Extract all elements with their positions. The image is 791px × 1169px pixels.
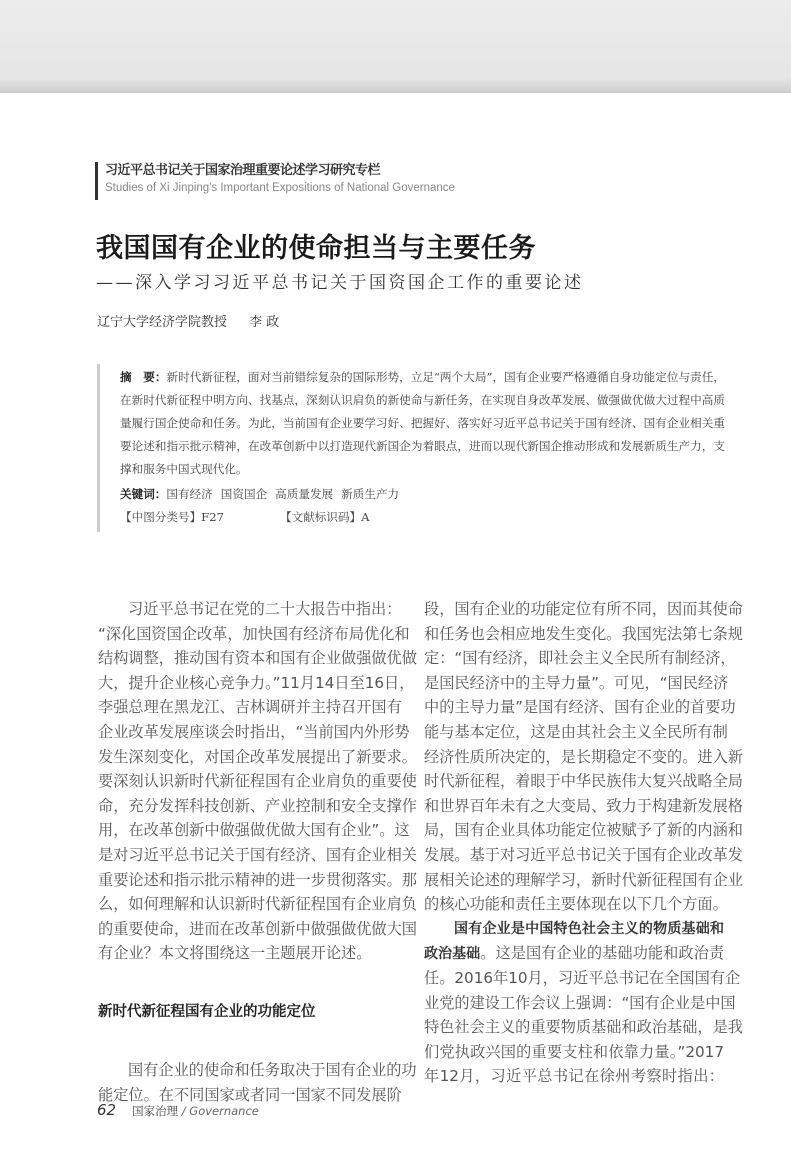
lead-sentence-line: 国有企业是中国特色社会主义的物质基础和 (454, 920, 724, 937)
body-column-right (424, 597, 743, 1089)
article-subtitle: ——深入学习习近平总书记关于国资国企工作的重要论述 (96, 273, 584, 293)
classification (120, 509, 370, 525)
text-line: 年12月，习近平总书记在徐州考察时指出： (424, 1067, 724, 1086)
text-line: 的核心功能和责任主要体现在以下几个方面。 (424, 895, 728, 914)
text-line: 们党执政兴国的重要支柱和依靠力量。”2017 (424, 1042, 724, 1061)
article-title: 我国国有企业的使命担当与主要任务 (96, 233, 536, 264)
text-line: 企业改革发展座谈会时指出，“当前国内外形势 (98, 722, 410, 741)
text-line: 定：“国有经济，即社会主义全民所有制经济， (424, 649, 736, 668)
column-tag-cn: 习近平总书记关于国家治理重要论述学习研究专栏 (105, 163, 381, 178)
text-line: 有企业？本文将围绕这一主题展开论述。 (98, 944, 372, 963)
text-fragment: 。这是国有企业的基础功能和政治责 (480, 944, 725, 963)
text-line: 业党的建设工作会议上强调：“国有企业是中国 (424, 993, 736, 1012)
text-line: 和世界百年未有之大变局、致力于构建新发展格 (424, 796, 743, 815)
column-tag (95, 162, 455, 200)
clc-number: 【中图分类号】F27 (120, 510, 224, 524)
abstract-block (97, 364, 725, 532)
journal-name-en: Governance (189, 1104, 259, 1118)
text-line: 能与基本定位，这是由其社会主义全民所有制 (424, 722, 728, 741)
author-name: 李 政 (249, 315, 280, 330)
author-line (97, 311, 279, 330)
page-top-band (0, 0, 791, 93)
text-line: 经济性质所决定的，是长期稳定不变的。进入新 (424, 747, 743, 766)
keywords (120, 486, 407, 502)
author-affiliation: 辽宁大学经济学院教授 (97, 315, 228, 330)
lead-sentence-end: 政治基础 (424, 946, 481, 963)
journal-name-cn: 国家治理 (132, 1104, 179, 1118)
text-line: 段，国有企业的功能定位有所不同，因而其使命 (424, 600, 743, 618)
text-line: 局，国有企业具体功能定位被赋予了新的内涵和 (424, 821, 743, 840)
text-line: 大，提升企业核心竞争力。”11月14日至16日， (98, 673, 415, 692)
text-line: 是对习近平总书记关于国有经济、国有企业相关 (98, 845, 417, 864)
text-line: 重要论述和指示批示精神的进一步贯彻落实。那 (98, 870, 417, 889)
text-line: 时代新征程，着眼于中华民族伟大复兴战略全局 (424, 772, 743, 791)
keyword: 国有经济 (166, 487, 213, 501)
keyword: 新质生产力 (341, 487, 400, 501)
text-line: 发展。基于对习近平总书记关于国有企业改革发 (424, 845, 743, 864)
text-line (424, 941, 724, 966)
keywords-label: 关键词： (120, 487, 167, 501)
document-code: 【文献标识码】A (279, 510, 370, 524)
keyword: 高质量发展 (275, 487, 334, 501)
text-line: 的重要使命，进而在改革创新中做强做优做大国 (98, 919, 417, 938)
page-footer (97, 1101, 259, 1119)
text-line: 要深刻认识新时代新征程国有企业肩负的重要使 (98, 772, 417, 791)
text-line: 么，如何理解和认识新时代新征程国有企业肩负 (98, 895, 417, 914)
text-line: 李强总理在黑龙江、吉林调研并主持召开国有 (98, 698, 402, 717)
section-heading: 新时代新征程国有企业的功能定位 (98, 1003, 316, 1020)
text-line: 中的主导力量”是国有经济、国有企业的首要功 (424, 698, 736, 717)
abstract-text: 新时代新征程，面对当前错综复杂的国际形势，立足“两个大局”，国有企业要严格遵循自身功能定位与责任，在新时代新征程中明方向、找基点，深刻认识肩负的新使命与新任务，在实现自身改革发展、做强做优做大过程中高质量履行国企使命和任务。为此，当前国有企业要学习好、把握好、落实好习近平总书记关于国有经济、国有企业相关重要论述和指示批示精神，在改革创新中以打造现代新国企为着眼点，进而以现代新国企推动形成和发展新质生产力，支撑和服务中国式现代化。 (120, 370, 725, 476)
text-line: 是国民经济中的主导力量”。可见，“国民经济 (424, 673, 729, 692)
footer-separator: / (178, 1104, 190, 1118)
text-line: “深化国资国企改革，加快国有经济布局优化和 (98, 624, 410, 643)
text-line: 命，充分发挥科技创新、产业控制和安全支撑作 (98, 796, 417, 815)
text-line: 结构调整，推动国有资本和国有企业做强做优做 (98, 649, 417, 668)
column-tag-en: Studies of Xi Jinping's Important Expositions of National Governance (105, 182, 455, 194)
keyword: 国资国企 (220, 487, 268, 501)
text-line: 发生深刻变化，对国企改革发展提出了新要求。 (98, 747, 417, 766)
page-number: 62 (97, 1101, 117, 1119)
text-line: 展相关论述的理解学习，新时代新征程国有企业 (424, 870, 743, 889)
text-line: 国有企业的使命和任务取决于国有企业的功 (128, 1060, 417, 1079)
text-line: 习近平总书记在党的二十大报告中指出： (128, 600, 402, 618)
text-line: 任。2016年10月，习近平总书记在全国国有企 (424, 968, 741, 987)
body-column-left (98, 597, 417, 1107)
text-line: 特色社会主义的重要物质基础和政治基础，是我 (424, 1018, 743, 1037)
abstract (120, 364, 725, 481)
text-line: 和任务也会相应地发生变化。我国宪法第七条规 (424, 624, 743, 643)
text-line: 用，在改革创新中做强做优做大国有企业”。这 (98, 821, 410, 840)
abstract-label: 摘 要： (120, 370, 167, 384)
text-line: 能定位。在不同国家或者同一国家不同发展阶 (98, 1085, 402, 1104)
